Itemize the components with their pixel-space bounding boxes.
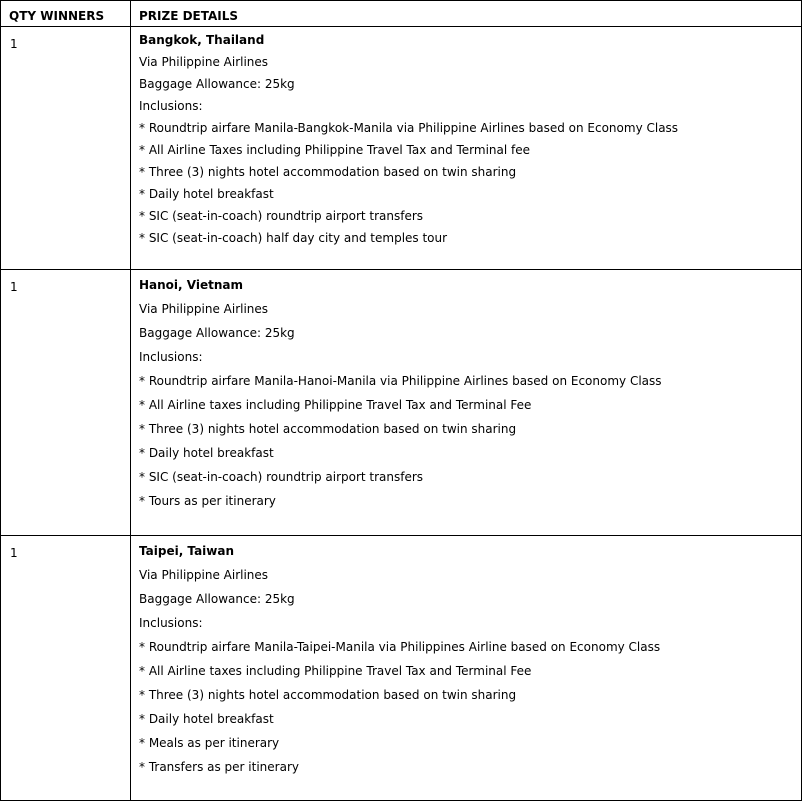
- qty-cell: 1: [10, 280, 18, 294]
- prize-line: Baggage Allowance: 25kg: [139, 326, 295, 340]
- prize-line: * Tours as per itinerary: [139, 494, 276, 508]
- qty-cell: 1: [10, 37, 18, 51]
- prize-line: * All Airline taxes including Philippine Travel Tax and Terminal Fee: [139, 398, 532, 412]
- prize-line: * Daily hotel breakfast: [139, 446, 274, 460]
- prize-details-cell: [139, 539, 660, 779]
- prize-line: * Daily hotel breakfast: [139, 712, 274, 726]
- prize-line: * SIC (seat-in-coach) roundtrip airport transfers: [139, 209, 424, 223]
- prize-title: Taipei, Taiwan: [139, 544, 235, 558]
- table-row-hanoi: [1, 270, 801, 536]
- prize-line: * All Airline Taxes including Philippine Travel Tax and Terminal fee: [139, 143, 531, 157]
- table-row-bangkok: [1, 27, 801, 270]
- prize-line: * Three (3) nights hotel accommodation based on twin sharing: [139, 422, 517, 436]
- prize-line: Baggage Allowance: 25kg: [139, 77, 295, 91]
- prize-title: Hanoi, Vietnam: [139, 278, 243, 292]
- prize-line: * SIC (seat-in-coach) roundtrip airport transfers: [139, 470, 424, 484]
- prize-line: * Meals as per itinerary: [139, 736, 280, 750]
- prize-details-cell: [139, 273, 662, 513]
- prize-title: Bangkok, Thailand: [139, 33, 265, 47]
- qty-cell: 1: [10, 546, 18, 560]
- prize-details-cell: [139, 29, 678, 249]
- prize-line: * Three (3) nights hotel accommodation based on twin sharing: [139, 688, 517, 702]
- header-prize-details: PRIZE DETAILS: [139, 9, 239, 23]
- prize-line: * Roundtrip airfare Manila-Taipei-Manila via Philippines Airline based on Economy Class: [139, 640, 661, 654]
- column-divider: [130, 1, 131, 800]
- prize-line: Baggage Allowance: 25kg: [139, 592, 295, 606]
- prize-line: Via Philippine Airlines: [139, 55, 269, 69]
- table-row-taipei: [1, 536, 801, 800]
- prize-line: Via Philippine Airlines: [139, 568, 269, 582]
- prize-line: Via Philippine Airlines: [139, 302, 269, 316]
- prize-line: * All Airline taxes including Philippine Travel Tax and Terminal Fee: [139, 664, 532, 678]
- prize-line: * Three (3) nights hotel accommodation based on twin sharing: [139, 165, 517, 179]
- prize-line: Inclusions:: [139, 99, 203, 113]
- prize-line: Inclusions:: [139, 350, 203, 364]
- table-header: [1, 1, 801, 27]
- prize-line: * SIC (seat-in-coach) half day city and temples tour: [139, 231, 448, 245]
- prize-line: Inclusions:: [139, 616, 203, 630]
- prize-line: * Transfers as per itinerary: [139, 760, 299, 774]
- prize-line: * Roundtrip airfare Manila-Bangkok-Manila via Philippine Airlines based on Economy Class: [139, 121, 679, 135]
- prize-line: * Daily hotel breakfast: [139, 187, 274, 201]
- header-qty-winners: QTY WINNERS: [9, 9, 105, 23]
- prize-line: * Roundtrip airfare Manila-Hanoi-Manila via Philippine Airlines based on Economy Class: [139, 374, 662, 388]
